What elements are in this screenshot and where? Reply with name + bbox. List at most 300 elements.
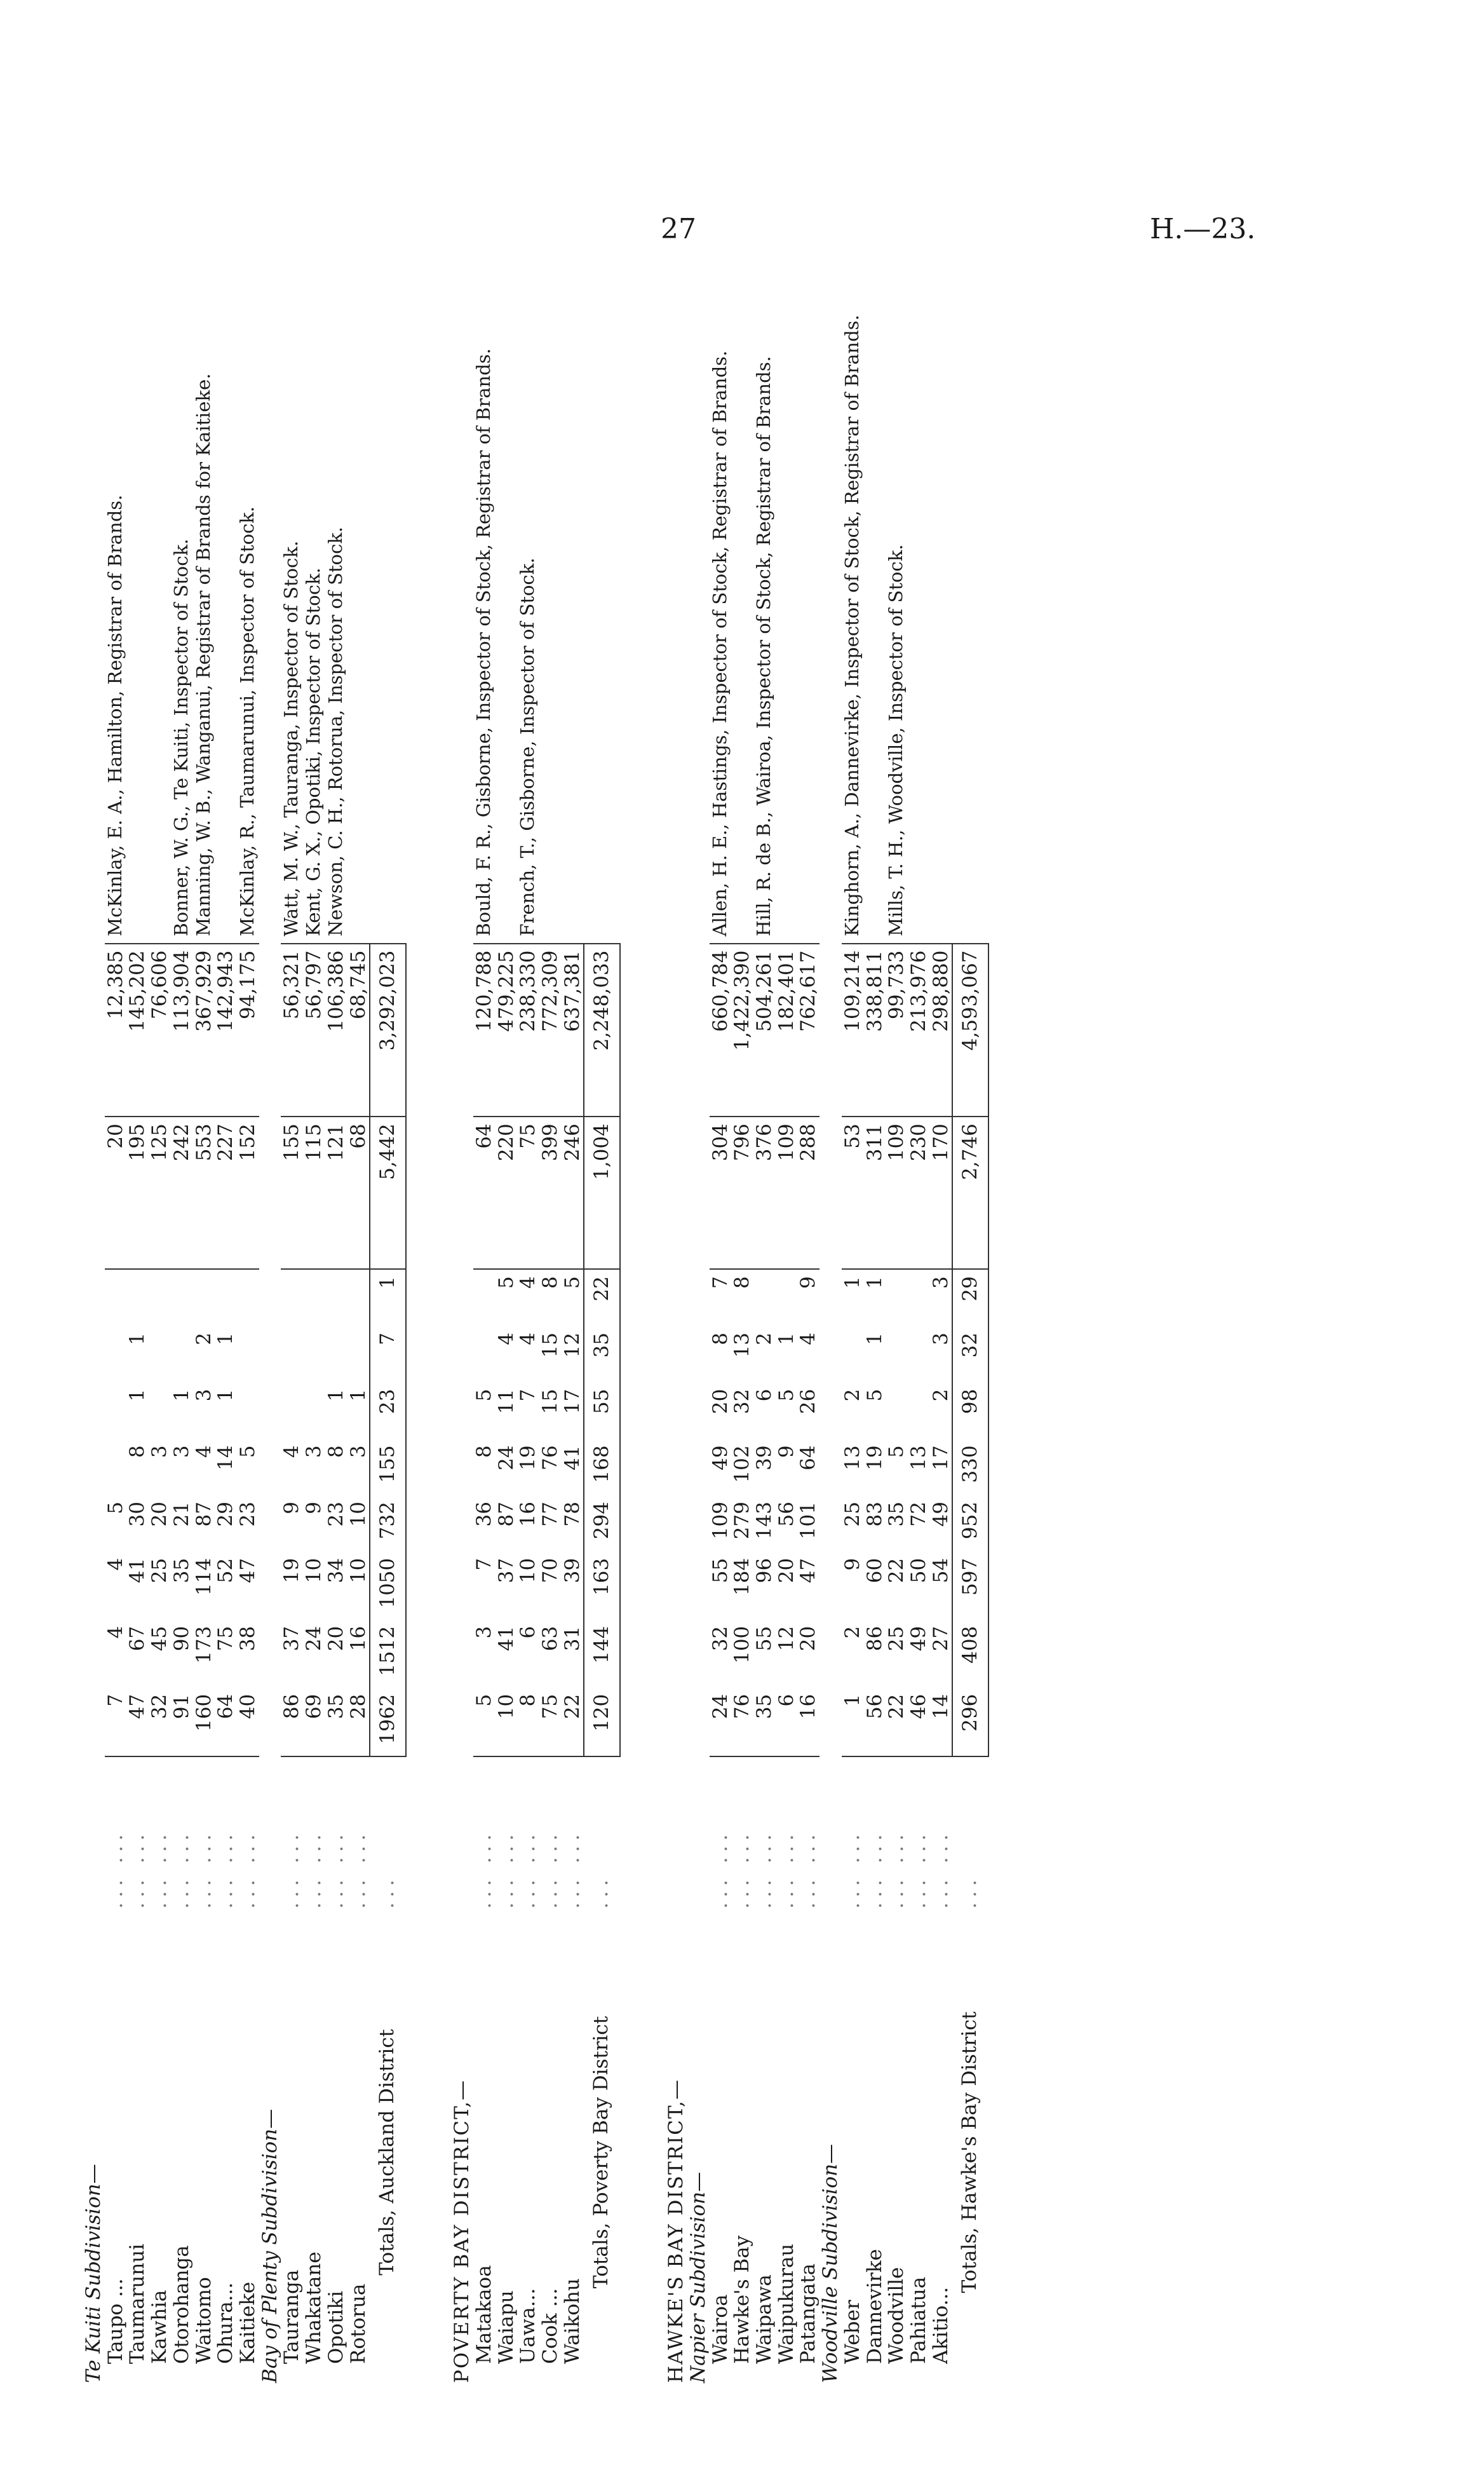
count-cell: 5 [494, 1276, 518, 1289]
table-row [496, 241, 518, 2389]
owners-total-cell: 64 [473, 1117, 496, 1269]
count-cell: 27 [929, 1626, 952, 1652]
owners-total-cell: 53 [842, 1117, 864, 1269]
sheep-total-cell: 479,225 [496, 944, 518, 1117]
count-cell: 55 [708, 1558, 732, 1584]
sheep-total-cell: 76,606 [149, 944, 171, 1117]
count-cell [281, 1326, 303, 1383]
count-cell [886, 1326, 908, 1383]
count-cell: 1 [126, 1333, 149, 1345]
county-name: Akitio... [929, 2286, 952, 2364]
table-row [710, 241, 732, 2389]
county-name: Uawa... [516, 2288, 540, 2364]
count-cell: 1 [346, 1389, 370, 1402]
sheep-total-cell: 56,797 [303, 944, 325, 1117]
count-cell [886, 1383, 908, 1439]
count-cell [908, 1326, 930, 1383]
subdivision-heading-row [687, 241, 710, 2389]
count-cell: 4 [494, 1333, 518, 1345]
count-cell: 8 [517, 1688, 539, 1756]
count-cell: 4 [192, 1445, 215, 1458]
table-row [237, 241, 259, 2389]
owners-total-cell: 230 [908, 1117, 930, 1269]
count-cell: 35 [753, 1688, 776, 1756]
count-cell: 25 [148, 1558, 172, 1584]
sheep-total-cell: 4,593,067 [952, 944, 988, 1117]
table-row [215, 241, 237, 2389]
count-cell: 1 [863, 1333, 886, 1345]
count-cell [325, 1269, 347, 1326]
owners-total-cell: 227 [215, 1117, 237, 1269]
table-row [126, 241, 149, 2389]
count-cell: 76 [538, 1445, 562, 1470]
count-cell: 25 [840, 1502, 864, 1527]
count-cell: 16 [346, 1626, 370, 1652]
count-cell: 12 [774, 1626, 798, 1652]
total-row [584, 241, 620, 2389]
count-cell: 100 [731, 1626, 754, 1664]
table-row [886, 241, 908, 2389]
owners-total-cell: 399 [539, 1117, 562, 1269]
count-cell: 77 [538, 1502, 562, 1527]
sheep-total-cell: 367,929 [193, 944, 215, 1117]
leader-dots: ... ... [774, 1829, 798, 1909]
count-cell: 21 [170, 1502, 193, 1527]
count-cell: 9 [774, 1445, 798, 1458]
count-cell: 294 [584, 1495, 620, 1552]
count-cell: 10 [496, 1688, 518, 1756]
count-cell [473, 1326, 496, 1383]
sheep-total-cell: 113,904 [171, 944, 193, 1117]
count-cell [105, 1439, 127, 1495]
county-name: Taumarunui [126, 2243, 149, 2364]
count-cell: 60 [863, 1558, 886, 1584]
officer-cell: Kent, G. X., Opotiki, Inspector of Stock. [302, 567, 325, 937]
officer-cell [539, 241, 562, 944]
count-cell: 15 [538, 1389, 562, 1415]
count-cell: 10 [302, 1558, 326, 1584]
officer-cell: Hill, R. de B., Wairoa, Inspector of Stock, Registrar of Brands. [752, 356, 774, 937]
rotated-table-container [83, 241, 1379, 2389]
leader-dots: ... ... [472, 1829, 496, 1909]
count-cell [149, 1269, 171, 1326]
officer-cell: Bould, F. R., Gisborne, Inspector of Stock, Registrar of Brands. [472, 348, 494, 937]
count-cell [237, 1326, 259, 1383]
count-cell: 20 [148, 1502, 172, 1527]
count-cell: 3 [170, 1445, 193, 1458]
count-cell: 46 [908, 1688, 930, 1756]
count-cell: 24 [302, 1626, 326, 1652]
table-row [281, 241, 303, 2389]
count-cell: 29 [214, 1502, 238, 1527]
officer-cell: Manning, W. B., Wanganui, Registrar of Brands for Kaitieke. [192, 373, 214, 937]
sheep-total-cell: 142,943 [215, 944, 237, 1117]
count-cell: 7 [105, 1688, 127, 1756]
count-cell: 10 [516, 1558, 540, 1584]
count-cell: 7 [370, 1326, 406, 1383]
sheep-total-cell: 338,811 [864, 944, 886, 1117]
table-row [842, 241, 864, 2389]
count-cell: 10 [346, 1558, 370, 1584]
count-cell [281, 1269, 303, 1326]
count-cell: 22 [584, 1269, 620, 1326]
count-cell: 12 [560, 1333, 584, 1358]
county-name: Woodville [885, 2267, 908, 2364]
sheep-total-cell: 99,733 [886, 944, 908, 1117]
county-name: Waiapu [494, 2290, 518, 2364]
county-name: Rotorua [346, 2283, 370, 2364]
leader-dots: ... ... [192, 1829, 215, 1909]
count-cell [105, 1326, 127, 1383]
leader-dots: ... ... [538, 1829, 562, 1909]
count-cell: 56 [864, 1688, 886, 1756]
owners-total-cell: 5,442 [370, 1117, 406, 1269]
count-cell: 3 [302, 1445, 326, 1458]
district-heading-row [665, 241, 687, 2389]
count-cell: 120 [584, 1688, 620, 1756]
count-cell: 184 [731, 1558, 754, 1596]
count-cell: 1 [370, 1269, 406, 1326]
count-cell: 1 [840, 1276, 864, 1289]
count-cell: 45 [148, 1626, 172, 1652]
officer-cell [952, 241, 988, 944]
count-cell: 16 [797, 1688, 820, 1756]
leader-dots: ... ... [280, 1829, 304, 1909]
count-cell: 41 [494, 1626, 518, 1652]
count-cell: 13 [840, 1445, 864, 1470]
count-cell: 36 [472, 1502, 496, 1527]
table-row [325, 241, 347, 2389]
officer-cell [584, 241, 620, 944]
county-name: Pahiatua [907, 2276, 930, 2364]
count-cell: 1 [842, 1688, 864, 1756]
count-cell: 37 [280, 1626, 304, 1652]
count-cell: 2 [752, 1333, 776, 1345]
count-cell: 4 [516, 1276, 540, 1289]
count-cell [908, 1383, 930, 1439]
sheep-total-cell: 238,330 [517, 944, 539, 1117]
table-row [753, 241, 776, 2389]
count-cell: 3 [929, 1276, 952, 1289]
leader-dots: ... ... [885, 1829, 908, 1909]
count-cell: 49 [907, 1626, 930, 1652]
officer-cell [215, 241, 237, 944]
count-cell: 86 [863, 1626, 886, 1652]
count-cell: 64 [797, 1445, 820, 1470]
count-cell: 30 [126, 1502, 149, 1527]
leader-dots: ... ... [708, 1829, 732, 1909]
leader-dots: ... ... [929, 1829, 952, 1909]
sheep-total-cell: 56,321 [281, 944, 303, 1117]
leader-dots: ... ... [104, 1829, 127, 1909]
count-cell [776, 1269, 798, 1326]
count-cell [237, 1383, 259, 1439]
count-cell: 8 [708, 1333, 732, 1345]
subdivision-heading: Bay of Plenty Subdivision— [258, 2108, 281, 2383]
count-cell: 17 [560, 1389, 584, 1415]
officer-cell [347, 241, 370, 944]
subdivision-heading: Te Kuiti Subdivision— [82, 2164, 105, 2383]
count-cell: 23 [324, 1502, 347, 1527]
count-cell: 1050 [370, 1552, 406, 1620]
table-row [149, 241, 171, 2389]
county-name: Waipukurau [774, 2243, 798, 2364]
count-cell: 155 [370, 1439, 406, 1495]
leader-dots: ... ... [494, 1829, 518, 1909]
count-cell [303, 1326, 325, 1383]
leader-dots: ... [958, 1875, 981, 1909]
count-cell: 35 [170, 1558, 193, 1584]
count-cell: 35 [885, 1502, 908, 1527]
subdivision-heading-row [820, 241, 842, 2389]
count-cell: 19 [280, 1558, 304, 1584]
count-cell: 55 [752, 1626, 776, 1652]
count-cell: 8 [126, 1445, 149, 1458]
owners-total-cell: 20 [105, 1117, 127, 1269]
leader-dots: ... ... [752, 1829, 776, 1909]
count-cell: 11 [494, 1389, 518, 1415]
count-cell: 114 [192, 1558, 215, 1596]
count-cell: 16 [516, 1502, 540, 1527]
county-name: Opotiki [324, 2291, 347, 2364]
county-name: Weber [840, 2300, 864, 2364]
count-cell: 9 [797, 1276, 820, 1289]
count-cell: 32 [952, 1326, 988, 1383]
table-row [473, 241, 496, 2389]
count-cell: 90 [170, 1626, 193, 1652]
sheep-returns-table [83, 241, 989, 2389]
count-cell [347, 1269, 370, 1326]
owners-total-cell: 304 [710, 1117, 732, 1269]
count-cell: 8 [324, 1445, 347, 1458]
count-cell: 26 [797, 1389, 820, 1415]
count-cell: 102 [731, 1445, 754, 1483]
count-cell: 5 [472, 1389, 496, 1402]
count-cell: 5 [560, 1276, 584, 1289]
count-cell: 143 [752, 1502, 776, 1540]
count-cell: 31 [560, 1626, 584, 1652]
count-cell: 63 [538, 1626, 562, 1652]
table-row [303, 241, 325, 2389]
count-cell [473, 1269, 496, 1326]
count-cell: 15 [538, 1333, 562, 1358]
table-row [562, 241, 584, 2389]
count-cell: 7 [472, 1558, 496, 1571]
count-cell: 78 [560, 1502, 584, 1527]
count-cell: 1 [324, 1389, 347, 1402]
count-cell [171, 1326, 193, 1383]
count-cell [149, 1383, 171, 1439]
count-cell: 101 [797, 1502, 820, 1540]
officer-cell: Mills, T. H., Woodville, Inspector of Stock. [885, 544, 907, 937]
sheep-total-cell: 637,381 [562, 944, 584, 1117]
spacer-row [406, 241, 451, 2389]
count-cell [237, 1269, 259, 1326]
owners-total-cell: 796 [731, 1117, 753, 1269]
count-cell: 9 [840, 1558, 864, 1571]
owners-total-cell: 376 [753, 1117, 776, 1269]
officer-cell: French, T., Gisborne, Inspector of Stock. [516, 557, 539, 937]
count-cell: 47 [236, 1558, 260, 1584]
count-cell: 1 [170, 1389, 193, 1402]
subdivision-heading: Napier Subdivision— [686, 2171, 710, 2383]
count-cell: 9 [302, 1502, 326, 1514]
table-row [776, 241, 798, 2389]
county-name: Kaitieke [236, 2281, 260, 2364]
owners-total-cell: 195 [126, 1117, 149, 1269]
leader-dots: ... ... [907, 1829, 930, 1909]
county-name: Wairoa [708, 2294, 732, 2364]
county-name: Whakatane [302, 2251, 326, 2364]
leader-dots: ... ... [126, 1829, 149, 1909]
count-cell: 49 [708, 1445, 732, 1470]
county-name: Dannevirke [863, 2249, 886, 2364]
count-cell: 9 [280, 1502, 304, 1514]
count-cell: 2 [929, 1389, 952, 1402]
table-row [347, 241, 370, 2389]
count-cell: 296 [952, 1688, 988, 1756]
count-cell: 52 [214, 1558, 238, 1584]
district-heading: POVERTY BAY DISTRICT,— [450, 2079, 474, 2383]
count-cell: 5 [473, 1688, 496, 1756]
count-cell [303, 1269, 325, 1326]
table-row [193, 241, 215, 2389]
count-cell: 2 [840, 1389, 864, 1402]
sheep-total-cell: 298,880 [930, 944, 953, 1117]
count-cell: 20 [797, 1626, 820, 1652]
count-cell: 83 [863, 1502, 886, 1527]
officer-cell [930, 241, 953, 944]
owners-total-cell: 155 [281, 1117, 303, 1269]
count-cell: 39 [560, 1558, 584, 1584]
sheep-total-cell: 94,175 [237, 944, 259, 1117]
count-cell: 67 [126, 1626, 149, 1652]
leader-dots: ... ... [236, 1829, 260, 1909]
officer-cell [731, 241, 753, 944]
county-name: Taupo ... [104, 2278, 127, 2364]
count-cell: 14 [930, 1688, 953, 1756]
county-name: Waikohu [560, 2278, 584, 2364]
table-row [864, 241, 886, 2389]
count-cell: 20 [708, 1389, 732, 1415]
owners-total-cell: 311 [864, 1117, 886, 1269]
count-cell: 2 [840, 1626, 864, 1639]
table-row [539, 241, 562, 2389]
count-cell [303, 1383, 325, 1439]
count-cell: 25 [885, 1626, 908, 1652]
count-cell: 10 [346, 1502, 370, 1527]
count-cell: 1 [214, 1389, 238, 1402]
count-cell: 22 [562, 1688, 584, 1756]
count-cell: 20 [774, 1558, 798, 1584]
count-cell [171, 1269, 193, 1326]
officer-cell [126, 241, 149, 944]
officer-cell [908, 241, 930, 944]
owners-total-cell: 170 [930, 1117, 953, 1269]
leader-dots: ... ... [214, 1829, 238, 1909]
count-cell: 72 [907, 1502, 930, 1527]
district-heading: HAWKE'S BAY DISTRICT,— [664, 2079, 688, 2383]
count-cell: 13 [907, 1445, 930, 1470]
owners-total-cell: 246 [562, 1117, 584, 1269]
count-cell: 5 [236, 1445, 260, 1458]
leader-dots: ... ... [170, 1829, 193, 1909]
count-cell: 408 [952, 1620, 988, 1688]
count-cell: 41 [560, 1445, 584, 1470]
count-cell [886, 1269, 908, 1326]
count-cell: 24 [494, 1445, 518, 1470]
document-code: H.—23. [1150, 213, 1256, 245]
count-cell: 24 [710, 1688, 732, 1756]
subdivision-heading-row [83, 241, 105, 2389]
count-cell: 70 [538, 1558, 562, 1584]
count-cell: 75 [539, 1688, 562, 1756]
count-cell: 5 [104, 1502, 127, 1514]
county-name: Waitomo [192, 2277, 215, 2364]
count-cell: 34 [324, 1558, 347, 1584]
count-cell: 3 [192, 1389, 215, 1402]
count-cell: 732 [370, 1495, 406, 1552]
officer-cell [496, 241, 518, 944]
leader-dots: ... ... [324, 1829, 347, 1909]
count-cell: 19 [516, 1445, 540, 1470]
owners-total-cell: 1,004 [584, 1117, 620, 1269]
table-body [83, 241, 988, 2389]
leader-dots: ... ... [516, 1829, 540, 1909]
count-cell: 160 [193, 1688, 215, 1756]
count-cell: 39 [752, 1445, 776, 1470]
count-cell: 597 [952, 1552, 988, 1620]
count-cell: 32 [731, 1389, 754, 1415]
officer-cell [562, 241, 584, 944]
leader-dots: ... ... [346, 1829, 370, 1909]
officer-cell: Watt, M. W., Tauranga, Inspector of Stock. [280, 540, 302, 937]
owners-total-cell: 115 [303, 1117, 325, 1269]
county-name: Tauranga [280, 2269, 304, 2364]
owners-total-cell: 553 [193, 1117, 215, 1269]
count-cell: 32 [708, 1626, 732, 1652]
count-cell: 35 [584, 1326, 620, 1383]
count-cell [105, 1269, 127, 1326]
count-cell: 173 [192, 1626, 215, 1664]
count-cell: 8 [538, 1276, 562, 1289]
count-cell: 1 [214, 1333, 238, 1345]
total-label: Totals, Hawke's Bay District [958, 2011, 981, 2293]
leader-dots: ... [590, 1875, 613, 1909]
count-cell: 5 [863, 1389, 886, 1402]
count-cell: 4 [104, 1558, 127, 1571]
count-cell: 54 [929, 1558, 952, 1584]
count-cell: 87 [192, 1502, 215, 1527]
total-label: Totals, Poverty Bay District [590, 2016, 613, 2289]
count-cell [105, 1383, 127, 1439]
officer-cell [776, 241, 798, 944]
count-cell: 4 [797, 1333, 820, 1345]
officer-cell: McKinlay, R., Taumarunui, Inspector of Stock. [236, 506, 259, 937]
count-cell: 279 [731, 1502, 754, 1540]
count-cell: 14 [214, 1445, 238, 1470]
sheep-total-cell: 12,385 [105, 944, 127, 1117]
count-cell: 69 [303, 1688, 325, 1756]
county-name: Kawhia [148, 2290, 172, 2364]
sheep-total-cell: 3,292,023 [370, 944, 406, 1117]
owners-total-cell: 152 [237, 1117, 259, 1269]
sheep-total-cell: 109,214 [842, 944, 864, 1117]
owners-total-cell: 75 [517, 1117, 539, 1269]
leader-dots: ... [375, 1875, 399, 1909]
count-cell: 6 [516, 1626, 540, 1639]
count-cell: 3 [472, 1626, 496, 1639]
